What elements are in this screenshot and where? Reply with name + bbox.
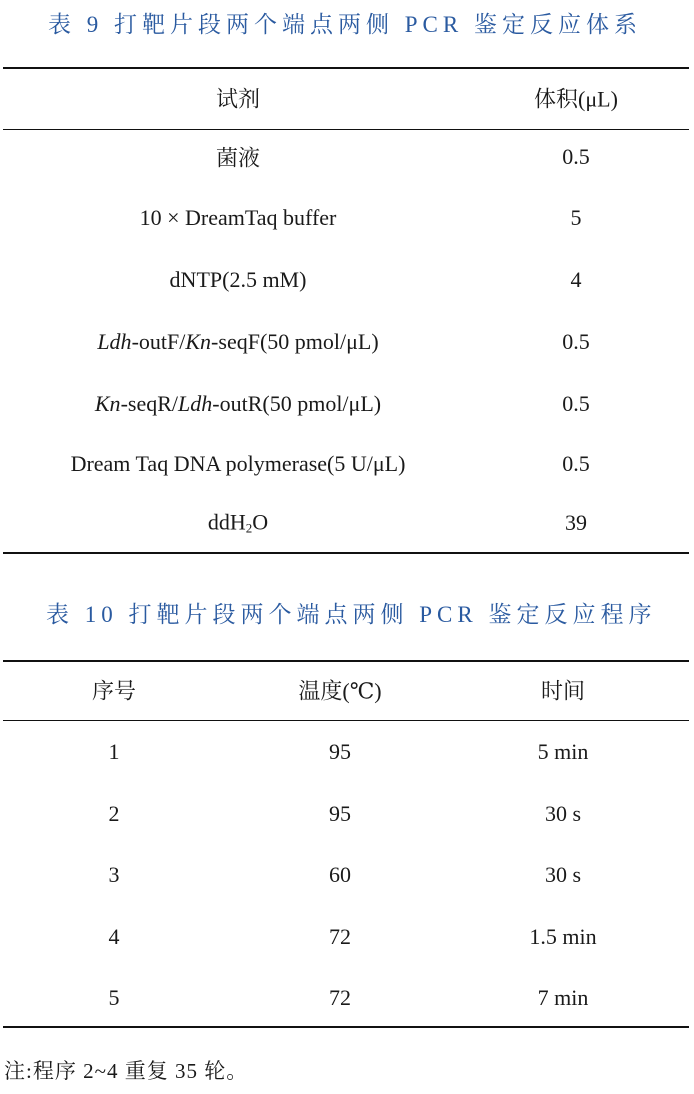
table9-volume: 5 — [570, 205, 582, 230]
table10-step: 2 — [108, 801, 120, 826]
table10-step: 5 — [108, 985, 120, 1010]
table9-reagent — [140, 205, 337, 231]
table10-bottom-rule — [3, 1026, 689, 1028]
table9-reagent — [208, 510, 268, 537]
table10-header-temperature: 温度(℃) — [298, 678, 382, 704]
reagent-text: O — [252, 509, 269, 535]
table9-volume: 0.5 — [562, 391, 590, 416]
table9-header-volume: 体积(μL) — [534, 86, 618, 112]
table10-temperature: 72 — [329, 924, 351, 949]
reagent-text: -outR(50 pmol/μL) — [212, 391, 382, 416]
table9-reagent — [97, 329, 378, 355]
gene-name: Ldh — [178, 391, 213, 416]
table10-step: 4 — [108, 924, 120, 949]
table10-header-time: 时间 — [540, 678, 586, 704]
table9-bottom-rule — [3, 552, 689, 554]
table9-header-reagent: 试剂 — [215, 86, 261, 112]
gene-name: Ldh — [97, 329, 132, 354]
table10-temperature: 95 — [329, 739, 351, 764]
reagent-text: -seqF(50 pmol/μL) — [211, 329, 379, 354]
table10-step: 3 — [108, 862, 120, 887]
reagent-text: 10 × DreamTaq buffer — [139, 205, 337, 230]
table10-header-rule — [3, 720, 689, 721]
table10-temperature: 72 — [329, 985, 351, 1010]
table9-top-rule — [3, 67, 689, 69]
table9-caption: 表 9 打靶片段两个端点两侧 PCR 鉴定反应体系 — [48, 12, 642, 37]
table9-reagent — [71, 451, 406, 477]
reagent-text: ddH — [207, 509, 246, 535]
reagent-text: -outF/ — [131, 329, 186, 354]
table9-volume: 4 — [570, 267, 582, 292]
table9-header-rule — [3, 129, 689, 130]
table10-header-step: 序号 — [91, 678, 137, 704]
gene-name: Kn — [94, 391, 121, 416]
table9-reagent — [95, 391, 381, 417]
table10-step: 1 — [108, 739, 120, 764]
subscript: 2 — [245, 520, 253, 536]
table10-time: 1.5 min — [529, 924, 597, 949]
table10-temperature: 95 — [329, 801, 351, 826]
reagent-text: Dream Taq DNA polymerase(5 U/μL) — [70, 451, 406, 476]
gene-name: Kn — [185, 329, 212, 354]
table10-time: 7 min — [537, 985, 589, 1010]
table9-reagent — [216, 142, 260, 173]
table10-caption: 表 10 打靶片段两个端点两侧 PCR 鉴定反应程序 — [46, 602, 657, 627]
reagent-text: 菌液 — [215, 145, 261, 171]
table10-time: 30 s — [544, 862, 582, 887]
table9-volume: 0.5 — [562, 451, 590, 476]
table-note: 注:程序 2~4 重复 35 轮。 — [4, 1059, 249, 1083]
table10-top-rule — [3, 660, 689, 662]
table10-time: 5 min — [537, 739, 589, 764]
table9-volume: 0.5 — [562, 144, 590, 169]
reagent-text: dNTP(2.5 mM) — [169, 267, 307, 292]
table9-volume: 0.5 — [562, 329, 590, 354]
reagent-text: -seqR/ — [120, 391, 179, 416]
table10-temperature: 60 — [329, 862, 351, 887]
table9-reagent — [170, 267, 307, 293]
table10-time: 30 s — [544, 801, 582, 826]
table9-volume: 39 — [565, 510, 587, 535]
